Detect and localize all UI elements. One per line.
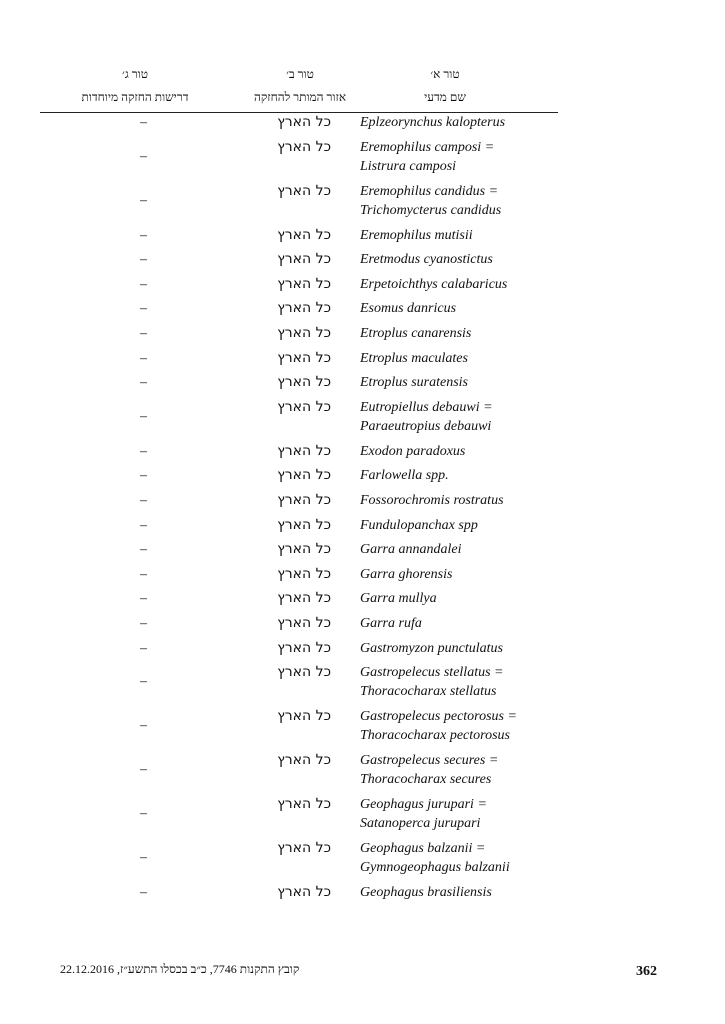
permitted-area: כל הארץ: [277, 840, 331, 857]
special-requirements: –: [140, 408, 147, 424]
permitted-area: כל הארץ: [277, 492, 331, 508]
special-requirements: –: [140, 517, 147, 533]
permitted-area: כל הארץ: [277, 796, 331, 813]
scientific-name: Etroplus canarensis: [360, 326, 472, 341]
permitted-area: כל הארץ: [277, 752, 331, 769]
special-requirements: –: [140, 591, 147, 607]
scientific-name: Fundulopanchax spp: [360, 517, 478, 533]
special-requirements: –: [140, 227, 147, 243]
scientific-name-synonym: Trichomycterus candidus: [360, 202, 502, 218]
scientific-name: Eplzeorynchus kalopterus: [360, 115, 506, 130]
scientific-name: Erpetoichthys calabaricus: [360, 276, 508, 292]
permitted-area: כל הארץ: [277, 516, 331, 533]
column-a-title: טור א׳: [430, 67, 460, 81]
special-requirements: –: [140, 640, 147, 656]
publication-line: קובץ התקנות 7746, כ״ב בכסלו התשע״ז, 22.12.2016: [60, 962, 300, 976]
permitted-area: כל הארץ: [277, 590, 331, 607]
scientific-name-synonym: Listrura camposi: [360, 158, 457, 174]
scientific-name: Eremophilus candidus =: [360, 183, 499, 199]
permitted-area: כל הארץ: [277, 182, 331, 199]
scientific-name-synonym: Thoracocharax stellatus: [360, 684, 497, 700]
scientific-name-synonym: Satanoperca jurupari: [360, 816, 481, 832]
permitted-area: כל הארץ: [277, 300, 331, 317]
scientific-name: Geophagus brasiliensis: [360, 885, 492, 901]
special-requirements: –: [140, 276, 147, 292]
permitted-area: כל הארץ: [277, 442, 331, 459]
scientific-name: Gastropelecus stellatus =: [360, 665, 504, 681]
special-requirements: –: [140, 806, 147, 822]
permitted-area: כל הארץ: [277, 664, 331, 681]
special-requirements: –: [140, 350, 147, 366]
page-number: 362: [636, 964, 657, 979]
permitted-area: כל הארץ: [277, 349, 331, 366]
permitted-area: כל הארץ: [277, 565, 331, 582]
scientific-name: Exodon paradoxus: [360, 443, 466, 459]
special-requirements: –: [140, 674, 147, 690]
special-requirements: –: [140, 468, 147, 484]
scientific-name: Garra annandalei: [360, 542, 462, 558]
permitted-area: כל הארץ: [277, 325, 331, 341]
special-requirements: –: [140, 566, 147, 582]
scientific-name: Etroplus suratensis: [360, 375, 468, 391]
special-requirements: –: [140, 443, 147, 459]
scientific-name: Eutropiellus debauwi =: [360, 399, 493, 415]
scientific-name: Geophagus jurupari =: [360, 797, 487, 813]
special-requirements: –: [140, 192, 147, 208]
special-requirements: –: [140, 762, 147, 778]
scientific-name: Gastropelecus pectorosus =: [360, 709, 517, 725]
scientific-name: Garra rufa: [360, 616, 422, 631]
column-c-title: טור ג׳: [122, 67, 148, 81]
column-b-subtitle: אזור המותר להחזקה: [253, 90, 347, 104]
special-requirements: –: [140, 148, 147, 164]
scientific-name: Farlowella spp.: [360, 468, 449, 484]
permitted-area: כל הארץ: [277, 138, 331, 155]
scientific-name: Geophagus balzanii =: [360, 841, 486, 857]
permitted-area: כל הארץ: [277, 114, 331, 130]
scientific-name: Garra ghorensis: [360, 566, 453, 582]
scientific-name: Etroplus maculates: [360, 350, 468, 366]
scientific-name-synonym: Paraeutropius debauwi: [360, 418, 492, 434]
permitted-area: כל הארץ: [277, 226, 331, 243]
permitted-area: כל הארץ: [277, 884, 331, 901]
scientific-name: Fossorochromis rostratus: [360, 493, 504, 508]
scientific-name: Eretmodus cyanostictus: [360, 252, 493, 268]
scientific-name-synonym: Thoracocharax pectorosus: [360, 728, 510, 744]
scientific-name: Eremophilus mutisii: [360, 227, 473, 243]
scientific-name: Eremophilus camposi =: [360, 139, 495, 155]
permitted-area: כל הארץ: [277, 275, 331, 292]
special-requirements: –: [140, 850, 147, 866]
special-requirements: –: [140, 252, 147, 268]
permitted-area: כל הארץ: [277, 251, 331, 268]
special-requirements: –: [140, 616, 147, 631]
special-requirements: –: [140, 301, 147, 317]
special-requirements: –: [140, 718, 147, 734]
special-requirements: –: [140, 375, 147, 391]
special-requirements: –: [140, 542, 147, 558]
special-requirements: –: [140, 493, 147, 508]
scientific-name: Esomus danricus: [360, 301, 457, 317]
scientific-name: Gastromyzon punctulatus: [360, 640, 503, 656]
special-requirements: –: [140, 885, 147, 901]
scientific-name: Gastropelecus secures =: [360, 753, 499, 769]
permitted-area: כל הארץ: [277, 708, 331, 725]
special-requirements: –: [140, 115, 147, 130]
special-requirements: –: [140, 326, 147, 341]
permitted-area: כל הארץ: [277, 398, 331, 415]
column-a-subtitle: שם מדעי: [424, 90, 466, 104]
permitted-area: כל הארץ: [277, 615, 331, 631]
permitted-area: כל הארץ: [277, 541, 331, 558]
scientific-name-synonym: Thoracocharax secures: [360, 772, 492, 788]
permitted-area: כל הארץ: [277, 639, 331, 656]
scientific-name-synonym: Gymnogeophagus balzanii: [360, 860, 510, 876]
scientific-name: Garra mullya: [360, 591, 437, 607]
permitted-area: כל הארץ: [277, 374, 331, 391]
column-c-subtitle: דרישות החזקה מיוחדות: [81, 90, 189, 104]
permitted-area: כל הארץ: [277, 467, 331, 484]
column-b-title: טור ב׳: [286, 67, 314, 81]
